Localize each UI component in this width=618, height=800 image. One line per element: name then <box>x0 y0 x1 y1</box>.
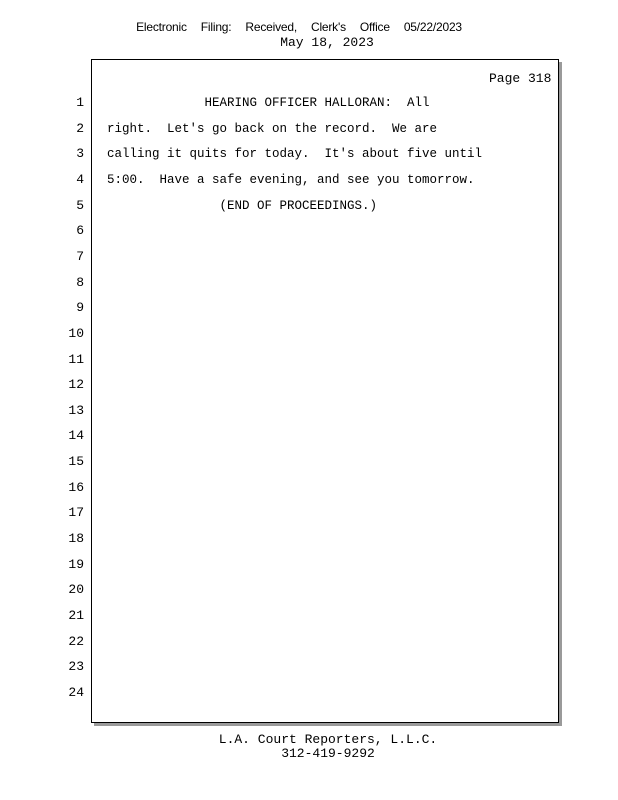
line-number: 4 <box>76 171 84 187</box>
line-number: 23 <box>68 659 84 675</box>
reporter-phone: 312-419-9292 <box>281 746 375 761</box>
reporter-company: L.A. Court Reporters, L.L.C. <box>218 732 438 747</box>
line-number: 11 <box>68 351 84 367</box>
line-number: 21 <box>68 608 84 623</box>
line-number: 8 <box>76 274 84 290</box>
line-number: 3 <box>76 146 84 162</box>
line-number: 1 <box>76 95 84 110</box>
line-number: 16 <box>68 479 84 495</box>
line-number: 19 <box>68 556 84 572</box>
line-number: 15 <box>68 454 84 470</box>
line-number: 17 <box>68 505 84 521</box>
line-number: 20 <box>68 582 84 598</box>
transcript-line: HEARING OFFICER HALLORAN: All <box>107 96 430 110</box>
line-number: 6 <box>76 223 84 239</box>
line-number: 10 <box>68 325 84 341</box>
filing-word-electronic: Electronic <box>136 20 187 34</box>
line-number: 13 <box>68 402 84 418</box>
transcript-line: 5:00. Have a safe evening, and see you tomorrow. <box>107 172 475 187</box>
transcript-line: (END OF PROCEEDINGS.) <box>107 198 378 213</box>
filing-word-office: Office <box>359 20 390 34</box>
filing-word-clerks: Clerk's <box>310 20 346 34</box>
line-number: 5 <box>76 197 84 213</box>
page-number: Page 318 <box>489 71 552 86</box>
line-number: 7 <box>76 248 84 264</box>
line-number: 12 <box>68 377 84 393</box>
transcript-line: right. Let's go back on the record. We are <box>107 121 438 136</box>
transcript-line: calling it quits for today. It's about five until <box>107 147 483 162</box>
line-number: 14 <box>68 428 84 444</box>
line-number: 22 <box>68 633 84 649</box>
line-number: 2 <box>76 120 84 136</box>
filing-word-received: Received, <box>245 20 297 34</box>
filing-stamp <box>0 20 608 34</box>
line-number: 24 <box>68 684 84 700</box>
filing-word-filing: Filing: <box>200 20 232 34</box>
line-number: 9 <box>76 300 84 316</box>
line-number: 18 <box>68 531 84 547</box>
filing-date: 05/22/2023 <box>403 20 462 34</box>
transcript-date: May 18, 2023 <box>280 35 374 50</box>
